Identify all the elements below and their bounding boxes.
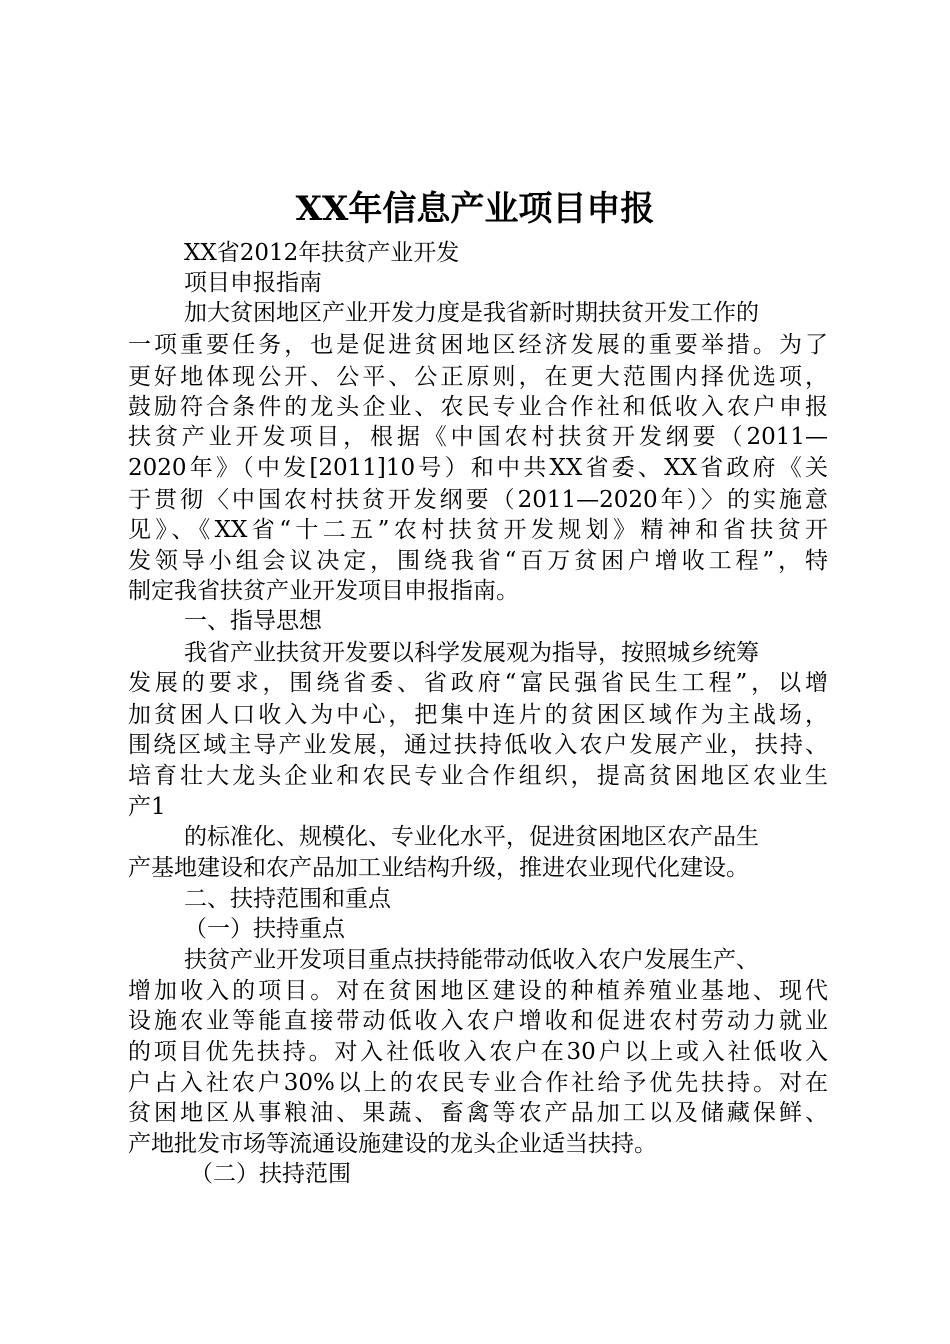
text-line: 见》、《XX省“十二五”农村扶贫开发规划》精神和省扶贫开 xyxy=(128,517,828,543)
text-line: XX省2012年扶贫产业开发 xyxy=(184,240,460,266)
document-title: XX年信息产业项目申报 xyxy=(295,189,655,229)
section-heading: 一、指导思想 xyxy=(184,608,322,634)
subsection-heading: （一）扶持重点 xyxy=(184,916,345,942)
text-line: 扶贫产业开发项目，根据《中国农村扶贫开发纲要（2011— xyxy=(128,424,828,450)
text-line: 户占入社农户30%以上的农民专业合作社给予优先扶持。对在 xyxy=(128,1070,828,1096)
text-line: 围绕区域主导产业发展，通过扶持低收入农户发展产业，扶持、 xyxy=(128,732,828,758)
text-line: 制定我省扶贫产业开发项目申报指南。 xyxy=(128,578,519,604)
text-line: 产基地建设和农产品加工业结构升级，推进农业现代化建设。 xyxy=(128,855,749,881)
text-line: 鼓励符合条件的龙头企业、农民专业合作社和低收入农户申报 xyxy=(128,394,828,420)
text-line: 加贫困人口收入为中心，把集中连片的贫困区域作为主战场， xyxy=(128,702,828,728)
subsection-heading: （二）扶持范围 xyxy=(190,1161,351,1187)
text-line: 加大贫困地区产业开发力度是我省新时期扶贫开发工作的 xyxy=(184,300,759,326)
text-line: 项目申报指南 xyxy=(184,270,322,296)
text-line: 更好地体现公开、公平、公正原则，在更大范围内择优选项， xyxy=(128,364,828,390)
text-line: 一项重要任务，也是促进贫困地区经济发展的重要举措。为了 xyxy=(128,332,828,358)
text-line: 的标准化、规模化、专业化水平，促进贫困地区农产品生 xyxy=(184,824,759,850)
text-line: 增加收入的项目。对在贫困地区建设的种植养殖业基地、现代 xyxy=(128,978,828,1004)
text-line: 我省产业扶贫开发要以科学发展观为指导，按照城乡统筹 xyxy=(184,640,759,666)
text-line: 发展的要求，围绕省委、省政府“富民强省民生工程”，以增 xyxy=(128,670,828,696)
text-line: 设施农业等能直接带动低收入农户增收和促进农村劳动力就业 xyxy=(128,1008,828,1034)
text-line: 培育壮大龙头企业和农民专业合作组织，提高贫困地区农业生 xyxy=(128,763,828,789)
text-line: 贫困地区从事粮油、果蔬、畜禽等农产品加工以及储藏保鲜、 xyxy=(128,1100,828,1126)
text-line: 于贯彻〈中国农村扶贫开发纲要（2011—2020年）〉的实施意 xyxy=(128,487,828,513)
text-line: 产1 xyxy=(128,794,166,820)
text-line: 发领导小组会议决定，围绕我省“百万贫困户增收工程”，特 xyxy=(128,548,828,574)
section-heading: 二、扶持范围和重点 xyxy=(184,886,391,912)
text-line: 2020年》（中发[2011]10号）和中共XX省委、XX省政府《关 xyxy=(128,455,828,481)
text-line: 产地批发市场等流通设施建设的龙头企业适当扶持。 xyxy=(128,1131,657,1157)
text-line: 扶贫产业开发项目重点扶持能带动低收入农户发展生产、 xyxy=(184,947,759,973)
text-line: 的项目优先扶持。对入社低收入农户在30户以上或入社低收入 xyxy=(128,1039,828,1065)
